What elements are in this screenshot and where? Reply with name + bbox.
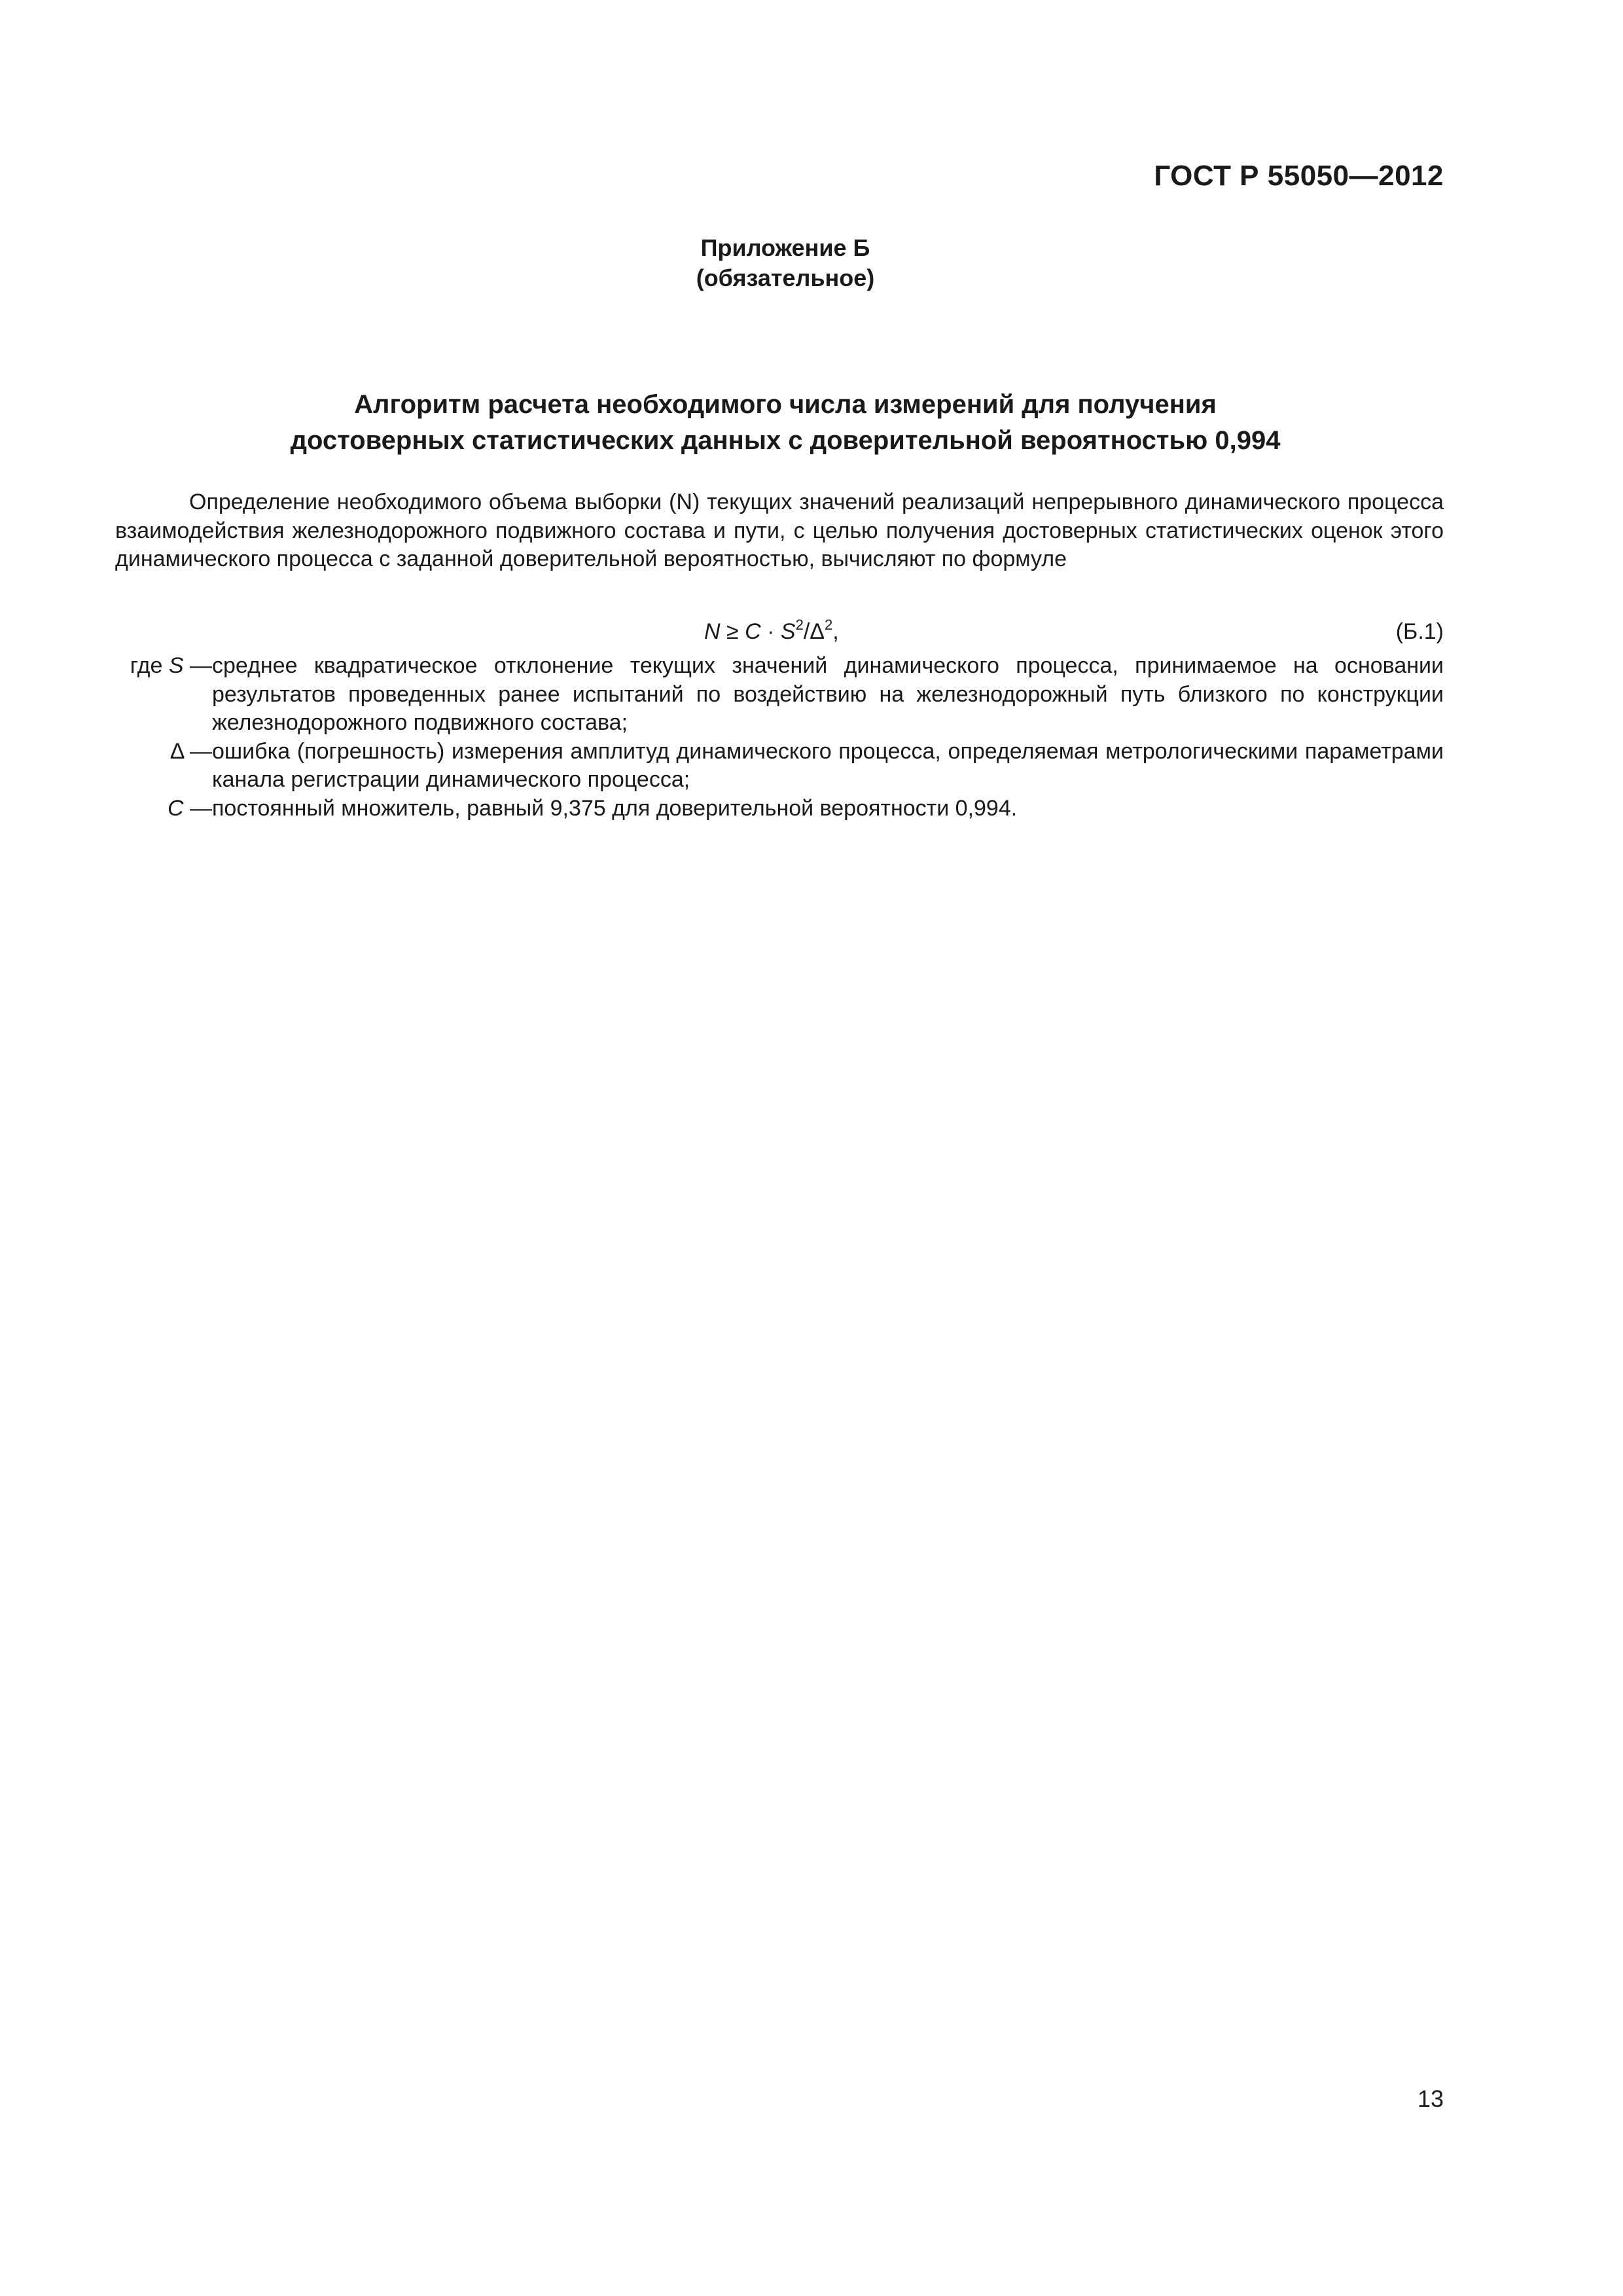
definition-text: ошибка (погрешность) измерения амплитуд динамического процесса, определяемая метрологическими параметрами канала регистрации динамического процесса; — [212, 738, 1444, 792]
formula-s-exponent: 2 — [795, 617, 804, 633]
definition-item — [115, 652, 1444, 738]
formula-number: (Б.1) — [1395, 619, 1444, 644]
definition-prefix: где — [130, 653, 169, 678]
formula-s: S — [780, 619, 796, 644]
definition-dash: — — [183, 738, 212, 764]
intro-paragraph: Определение необходимого объема выборки (N) текущих значений реализаций непрерывного динамического процесса взаимодействия железнодорожного подвижного состава и пути, с целью получения достоверных статистических оценок этого динамического процесса с заданной доверительной вероятностью, вычисляют по формуле — [115, 490, 1444, 571]
formula-c: C — [745, 619, 761, 644]
section-title-line-2: достоверных статистических данных с доверительной вероятностью 0,994 — [290, 426, 1281, 455]
definition-symbol-s: S — [168, 653, 184, 678]
section-title-line-1: Алгоритм расчета необходимого числа измерений для получения — [354, 390, 1217, 419]
formula-row — [115, 615, 1444, 648]
formula-n: N — [704, 619, 721, 644]
annex-status: (обязательное) — [696, 264, 875, 291]
definition-symbol-delta: Δ — [169, 738, 184, 764]
formula-slash-delta: /Δ — [803, 619, 825, 644]
definition-symbol — [170, 738, 212, 766]
annex-title: Приложение Б — [700, 234, 870, 261]
formula-relation: ≥ — [720, 619, 745, 644]
definition-symbol — [130, 652, 212, 681]
document-code: ГОСТ Р 55050—2012 — [1154, 160, 1444, 192]
page-number: 13 — [1417, 2085, 1444, 2112]
formula-b1 — [704, 615, 839, 648]
formula-tail: , — [832, 619, 839, 644]
definition-symbol-c: C — [167, 795, 184, 821]
definition-item — [115, 795, 1444, 823]
definition-text: среднее квадратическое отклонение текущих значений динамического процесса, принимаемое на основании результатов проведенных ранее испытаний по воздействию на железнодорожный путь близкого по конструкции железнодорожного подвижного состава; — [212, 653, 1444, 735]
definition-dash: — — [183, 795, 212, 821]
formula-dot: · — [760, 619, 781, 644]
formula-delta-exponent: 2 — [825, 617, 833, 633]
definitions-list — [115, 652, 1444, 823]
definition-item — [115, 738, 1444, 795]
definition-dash: — — [183, 653, 212, 678]
definition-text: постоянный множитель, равный 9,375 для доверительной вероятности 0,994. — [212, 795, 1018, 821]
definition-symbol — [168, 795, 212, 823]
